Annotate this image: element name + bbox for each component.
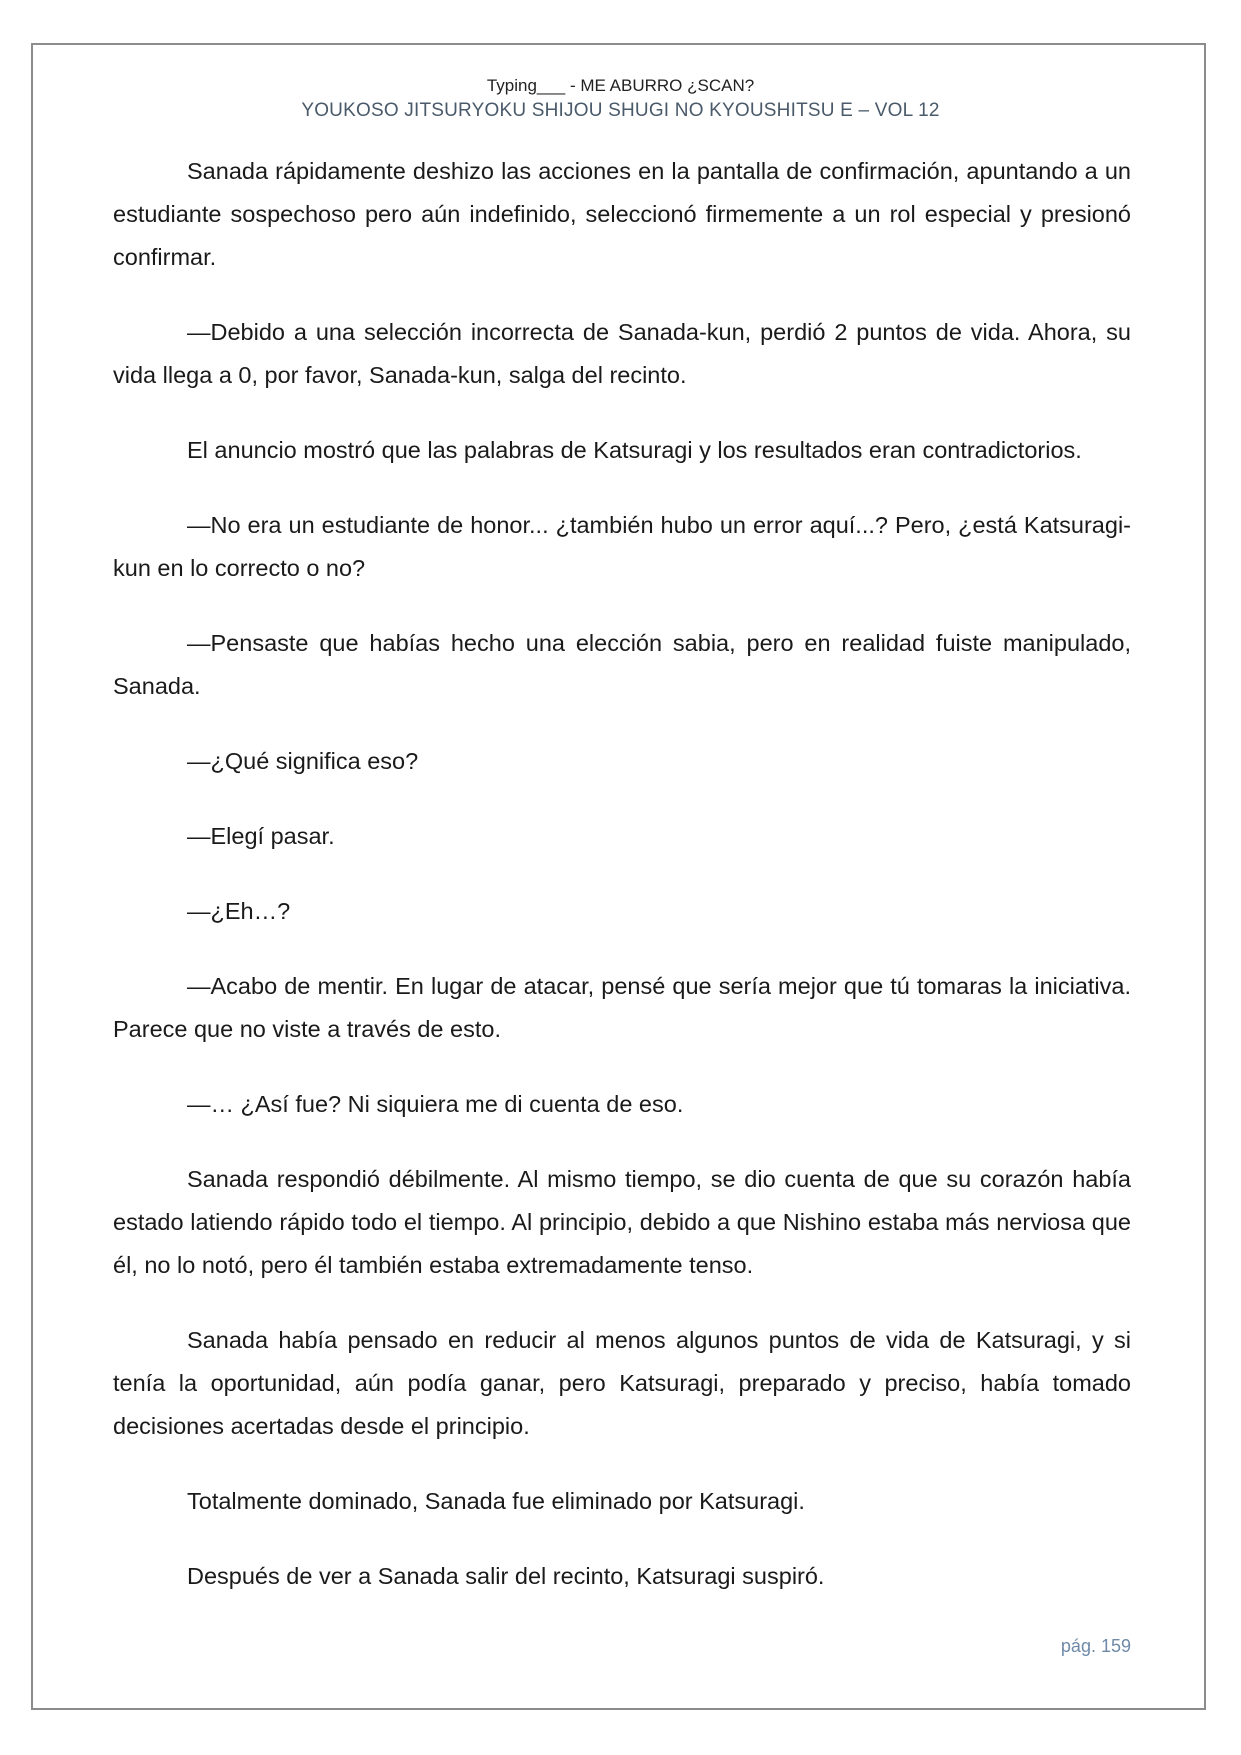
paragraph: Sanada rápidamente deshizo las acciones en la pantalla de confirmación, apuntando a un estudiante sospechoso pero aún indefinido, seleccionó firmemente a un rol especial y presionó confirmar.: [113, 158, 1131, 270]
paragraph: —… ¿Así fue? Ni siquiera me di cuenta de eso.: [187, 1091, 684, 1117]
paragraph: —Debido a una selección incorrecta de Sanada-kun, perdió 2 puntos de vida. Ahora, su vida llega a 0, por favor, Sanada-kun, salga del recinto.: [113, 319, 1131, 388]
header-scanlation-credit: Typing___ - ME ABURRO ¿SCAN?: [486, 76, 755, 95]
paragraph: —¿Eh…?: [187, 898, 291, 924]
paragraph: —Acabo de mentir. En lugar de atacar, pensé que sería mejor que tú tomaras la iniciativa. Parece que no viste a través de esto.: [113, 973, 1131, 1042]
paragraph: Totalmente dominado, Sanada fue eliminado por Katsuragi.: [187, 1488, 805, 1514]
document-body: [113, 150, 1131, 1630]
paragraph: El anuncio mostró que las palabras de Katsuragi y los resultados eran contradictorios.: [187, 437, 1082, 463]
page-number: pág. 159: [1060, 1636, 1131, 1656]
header-book-title: YOUKOSO JITSURYOKU SHIJOU SHUGI NO KYOUSHITSU E – VOL 12: [301, 100, 940, 121]
paragraph: —No era un estudiante de honor... ¿también hubo un error aquí...? Pero, ¿está Katsuragi-kun en lo correcto o no?: [113, 512, 1131, 581]
paragraph: Sanada había pensado en reducir al menos algunos puntos de vida de Katsuragi, y si tenía la oportunidad, aún podía ganar, pero Katsuragi, preparado y preciso, había tomado decisiones acertadas desde el principio.: [113, 1327, 1131, 1439]
page-header: [0, 74, 1241, 124]
paragraph: Después de ver a Sanada salir del recinto, Katsuragi suspiró.: [187, 1563, 825, 1589]
paragraph: —Pensaste que habías hecho una elección sabia, pero en realidad fuiste manipulado, Sanada.: [113, 630, 1131, 699]
paragraph: —¿Qué significa eso?: [187, 748, 419, 774]
paragraph: Sanada respondió débilmente. Al mismo tiempo, se dio cuenta de que su corazón había estado latiendo rápido todo el tiempo. Al principio, debido a que Nishino estaba más nerviosa que él, no lo notó, pero él también estaba extremadamente tenso.: [113, 1166, 1131, 1278]
paragraph: —Elegí pasar.: [187, 823, 335, 849]
